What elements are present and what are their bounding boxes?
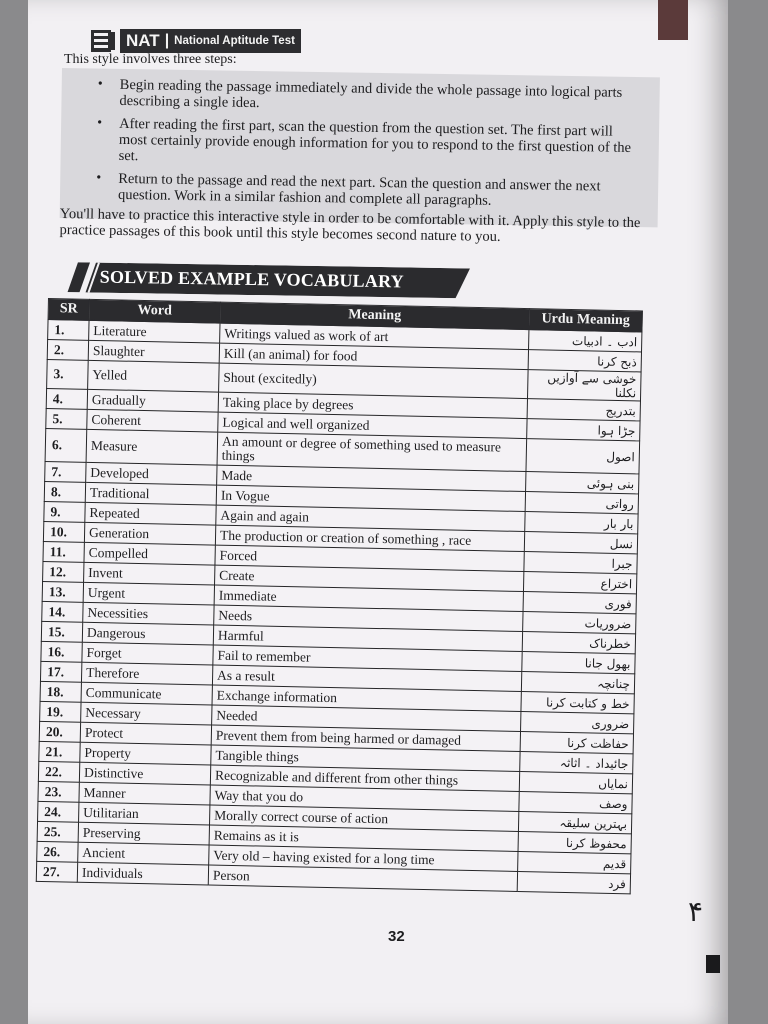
sr-cell: 17.	[40, 661, 81, 682]
meaning-cell: Made	[217, 465, 526, 491]
header-sr: SR	[48, 299, 89, 321]
urdu-meaning-cell: فرد	[517, 871, 630, 893]
page-edge	[658, 0, 688, 40]
urdu-meaning-cell: بنی ہوئی	[526, 472, 639, 494]
meaning-cell: Tangible things	[211, 745, 520, 771]
meaning-cell: Recognizable and different from other things	[210, 765, 519, 791]
word-cell: Preserving	[78, 822, 209, 845]
step-item	[96, 170, 648, 211]
meaning-cell: Immediate	[214, 585, 523, 611]
page-edge-tab	[706, 955, 720, 973]
urdu-meaning-cell: ذبح کرنا	[528, 350, 641, 372]
sr-cell: 5.	[46, 408, 87, 429]
word-cell: Manner	[79, 782, 210, 805]
sr-cell: 10.	[43, 521, 84, 542]
meaning-cell: Harmful	[213, 625, 522, 651]
urdu-meaning-cell: ادب ۔ ادبیات	[529, 330, 642, 352]
book-icon	[90, 28, 116, 54]
word-cell: Utilitarian	[79, 802, 210, 825]
urdu-meaning-cell: رواتی	[525, 492, 638, 514]
meaning-cell: Logical and well organized	[218, 412, 527, 438]
urdu-meaning-cell: چنانچہ	[521, 672, 634, 694]
pen-mark: ۴	[688, 895, 704, 928]
sr-cell: 15.	[41, 621, 82, 642]
meaning-cell: Remains as it is	[209, 825, 518, 851]
word-cell: Necessary	[81, 702, 212, 725]
urdu-meaning-cell: اصول	[526, 439, 640, 474]
sr-cell: 8.	[44, 481, 85, 502]
word-cell: Repeated	[85, 502, 216, 525]
intro-text: This style involves three steps:	[64, 52, 237, 67]
sr-cell: 12.	[43, 561, 84, 582]
meaning-cell: In Vogue	[216, 485, 525, 511]
urdu-meaning-cell: نسل	[524, 532, 637, 554]
urdu-meaning-cell: اختراع	[523, 572, 636, 594]
meaning-cell: Way that you do	[210, 785, 519, 811]
table-body	[36, 320, 642, 894]
urdu-meaning-cell: جبرا	[524, 552, 637, 574]
meaning-cell: Exchange information	[212, 685, 521, 711]
word-cell: Forget	[82, 642, 213, 665]
meaning-cell: Kill (an animal) for food	[219, 343, 528, 369]
meaning-cell: Prevent them from being harmed or damaged	[211, 725, 520, 751]
word-cell: Slaughter	[88, 340, 219, 363]
step-text: After reading the first part, scan the question from the question set. The first part will most certainly provide enough information for you to respond to the first question of the set.	[118, 115, 632, 165]
word-cell: Individuals	[77, 862, 208, 885]
sr-cell: 27.	[36, 861, 77, 882]
sr-cell: 3.	[47, 359, 89, 389]
sr-cell: 23.	[38, 781, 79, 802]
step-item	[97, 76, 649, 117]
word-cell: Necessities	[83, 602, 214, 625]
sr-cell: 9.	[44, 501, 85, 522]
sr-cell: 18.	[40, 681, 81, 702]
logo-abbr: NAT	[126, 31, 160, 50]
page-number: 32	[388, 928, 405, 945]
word-cell: Ancient	[78, 842, 209, 865]
sr-cell: 2.	[47, 340, 88, 361]
word-cell: Invent	[84, 562, 215, 585]
urdu-meaning-cell: وصف	[519, 791, 632, 813]
word-cell: Traditional	[85, 482, 216, 505]
meaning-cell: Taking place by degrees	[218, 392, 527, 418]
word-cell: Property	[80, 742, 211, 765]
word-cell: Distinctive	[79, 762, 210, 785]
meaning-cell: As a result	[212, 665, 521, 691]
nat-logo	[120, 29, 301, 53]
word-cell: Compelled	[84, 542, 215, 565]
urdu-meaning-cell: جڑا ہوا	[527, 419, 640, 441]
meaning-cell: Person	[208, 865, 517, 891]
meaning-cell: The production or creation of something , race	[215, 525, 524, 551]
urdu-meaning-cell: خط و کتابت کرنا	[521, 691, 634, 713]
page-header	[90, 28, 301, 54]
meaning-cell: Fail to remember	[213, 645, 522, 671]
header-meaning: Meaning	[220, 302, 529, 329]
urdu-meaning-cell: بہترین سلیقہ	[518, 811, 631, 833]
word-cell: Yelled	[88, 360, 220, 392]
urdu-meaning-cell: ضروری	[521, 711, 634, 733]
practice-note: You'll have to practice this interactive style in order to be comfortable with it. Apply this style to the practice passages of this book until this style becomes second nature to you.	[59, 206, 641, 245]
sr-cell: 14.	[42, 601, 83, 622]
urdu-meaning-cell: قدیم	[518, 851, 631, 873]
sr-cell: 7.	[45, 461, 86, 482]
sr-cell: 1.	[48, 320, 89, 341]
bullet-icon: •	[96, 170, 102, 186]
sr-cell: 6.	[45, 428, 87, 462]
urdu-meaning-cell: خوشی سے آوازیں نکلنا	[527, 370, 641, 401]
logo-full-name: National Aptitude Test	[174, 35, 295, 47]
urdu-meaning-cell: بتدریج	[527, 399, 640, 421]
word-cell: Protect	[80, 722, 211, 745]
word-cell: Coherent	[87, 409, 218, 432]
urdu-meaning-cell: حفاظت کرنا	[520, 731, 633, 753]
urdu-meaning-cell: فوری	[523, 592, 636, 614]
word-cell: Therefore	[81, 662, 212, 685]
sr-cell: 25.	[37, 821, 78, 842]
logo-separator: |	[164, 32, 170, 49]
section-banner	[60, 262, 470, 298]
urdu-meaning-cell: ضروریات	[523, 612, 636, 634]
urdu-meaning-cell: بار بار	[525, 512, 638, 534]
bullet-icon: •	[97, 76, 103, 92]
sr-cell: 24.	[38, 801, 79, 822]
meaning-cell: Create	[215, 565, 524, 591]
step-text: Return to the passage and read the next part. Scan the question and answer the next question. Work in a similar fashion and complete all paragraphs.	[117, 170, 601, 209]
word-cell: Communicate	[81, 682, 212, 705]
meaning-cell: Again and again	[216, 505, 525, 531]
sr-cell: 19.	[40, 701, 81, 722]
word-cell: Generation	[84, 522, 215, 545]
section-title: SOLVED EXAMPLE VOCABULARY	[99, 266, 404, 292]
sr-cell: 22.	[38, 761, 79, 782]
word-cell: Gradually	[87, 389, 218, 412]
meaning-cell: Needed	[212, 705, 521, 731]
meaning-cell: Needs	[214, 605, 523, 631]
sr-cell: 13.	[42, 581, 83, 602]
word-cell: Urgent	[83, 582, 214, 605]
meaning-cell: An amount or degree of something used to measure things	[217, 432, 527, 471]
urdu-meaning-cell: خطرناک	[522, 632, 635, 654]
sr-cell: 20.	[39, 721, 80, 742]
meaning-cell: Forced	[215, 545, 524, 571]
header-word: Word	[89, 299, 220, 323]
step-text: Begin reading the passage immediately and divide the whole passage into logical parts describing a single idea.	[119, 76, 623, 112]
sr-cell: 4.	[46, 388, 87, 409]
word-cell: Dangerous	[82, 622, 213, 645]
sr-cell: 21.	[39, 741, 80, 762]
sr-cell: 26.	[37, 841, 78, 862]
steps-list	[60, 68, 660, 211]
step-item	[97, 115, 650, 172]
urdu-meaning-cell: محفوظ کرنا	[518, 831, 631, 853]
meaning-cell: Morally correct course of action	[209, 805, 518, 831]
meaning-cell: Writings valued as work of art	[220, 323, 529, 349]
vocabulary-table	[36, 298, 643, 894]
urdu-meaning-cell: بھول جانا	[522, 652, 635, 674]
word-cell: Developed	[86, 462, 217, 485]
meaning-cell: Very old – having existed for a long time	[209, 845, 518, 871]
bullet-icon: •	[97, 115, 103, 131]
word-cell: Measure	[86, 429, 218, 465]
urdu-meaning-cell: جائیداد ۔ اثاثہ	[520, 751, 633, 773]
steps-box	[60, 68, 660, 227]
header-urdu-meaning: Urdu Meaning	[529, 309, 642, 332]
meaning-cell: Shout (excitedly)	[219, 363, 529, 398]
urdu-meaning-cell: نمایاں	[519, 771, 632, 793]
sr-cell: 16.	[41, 641, 82, 662]
sr-cell: 11.	[43, 541, 84, 562]
word-cell: Literature	[89, 320, 220, 343]
